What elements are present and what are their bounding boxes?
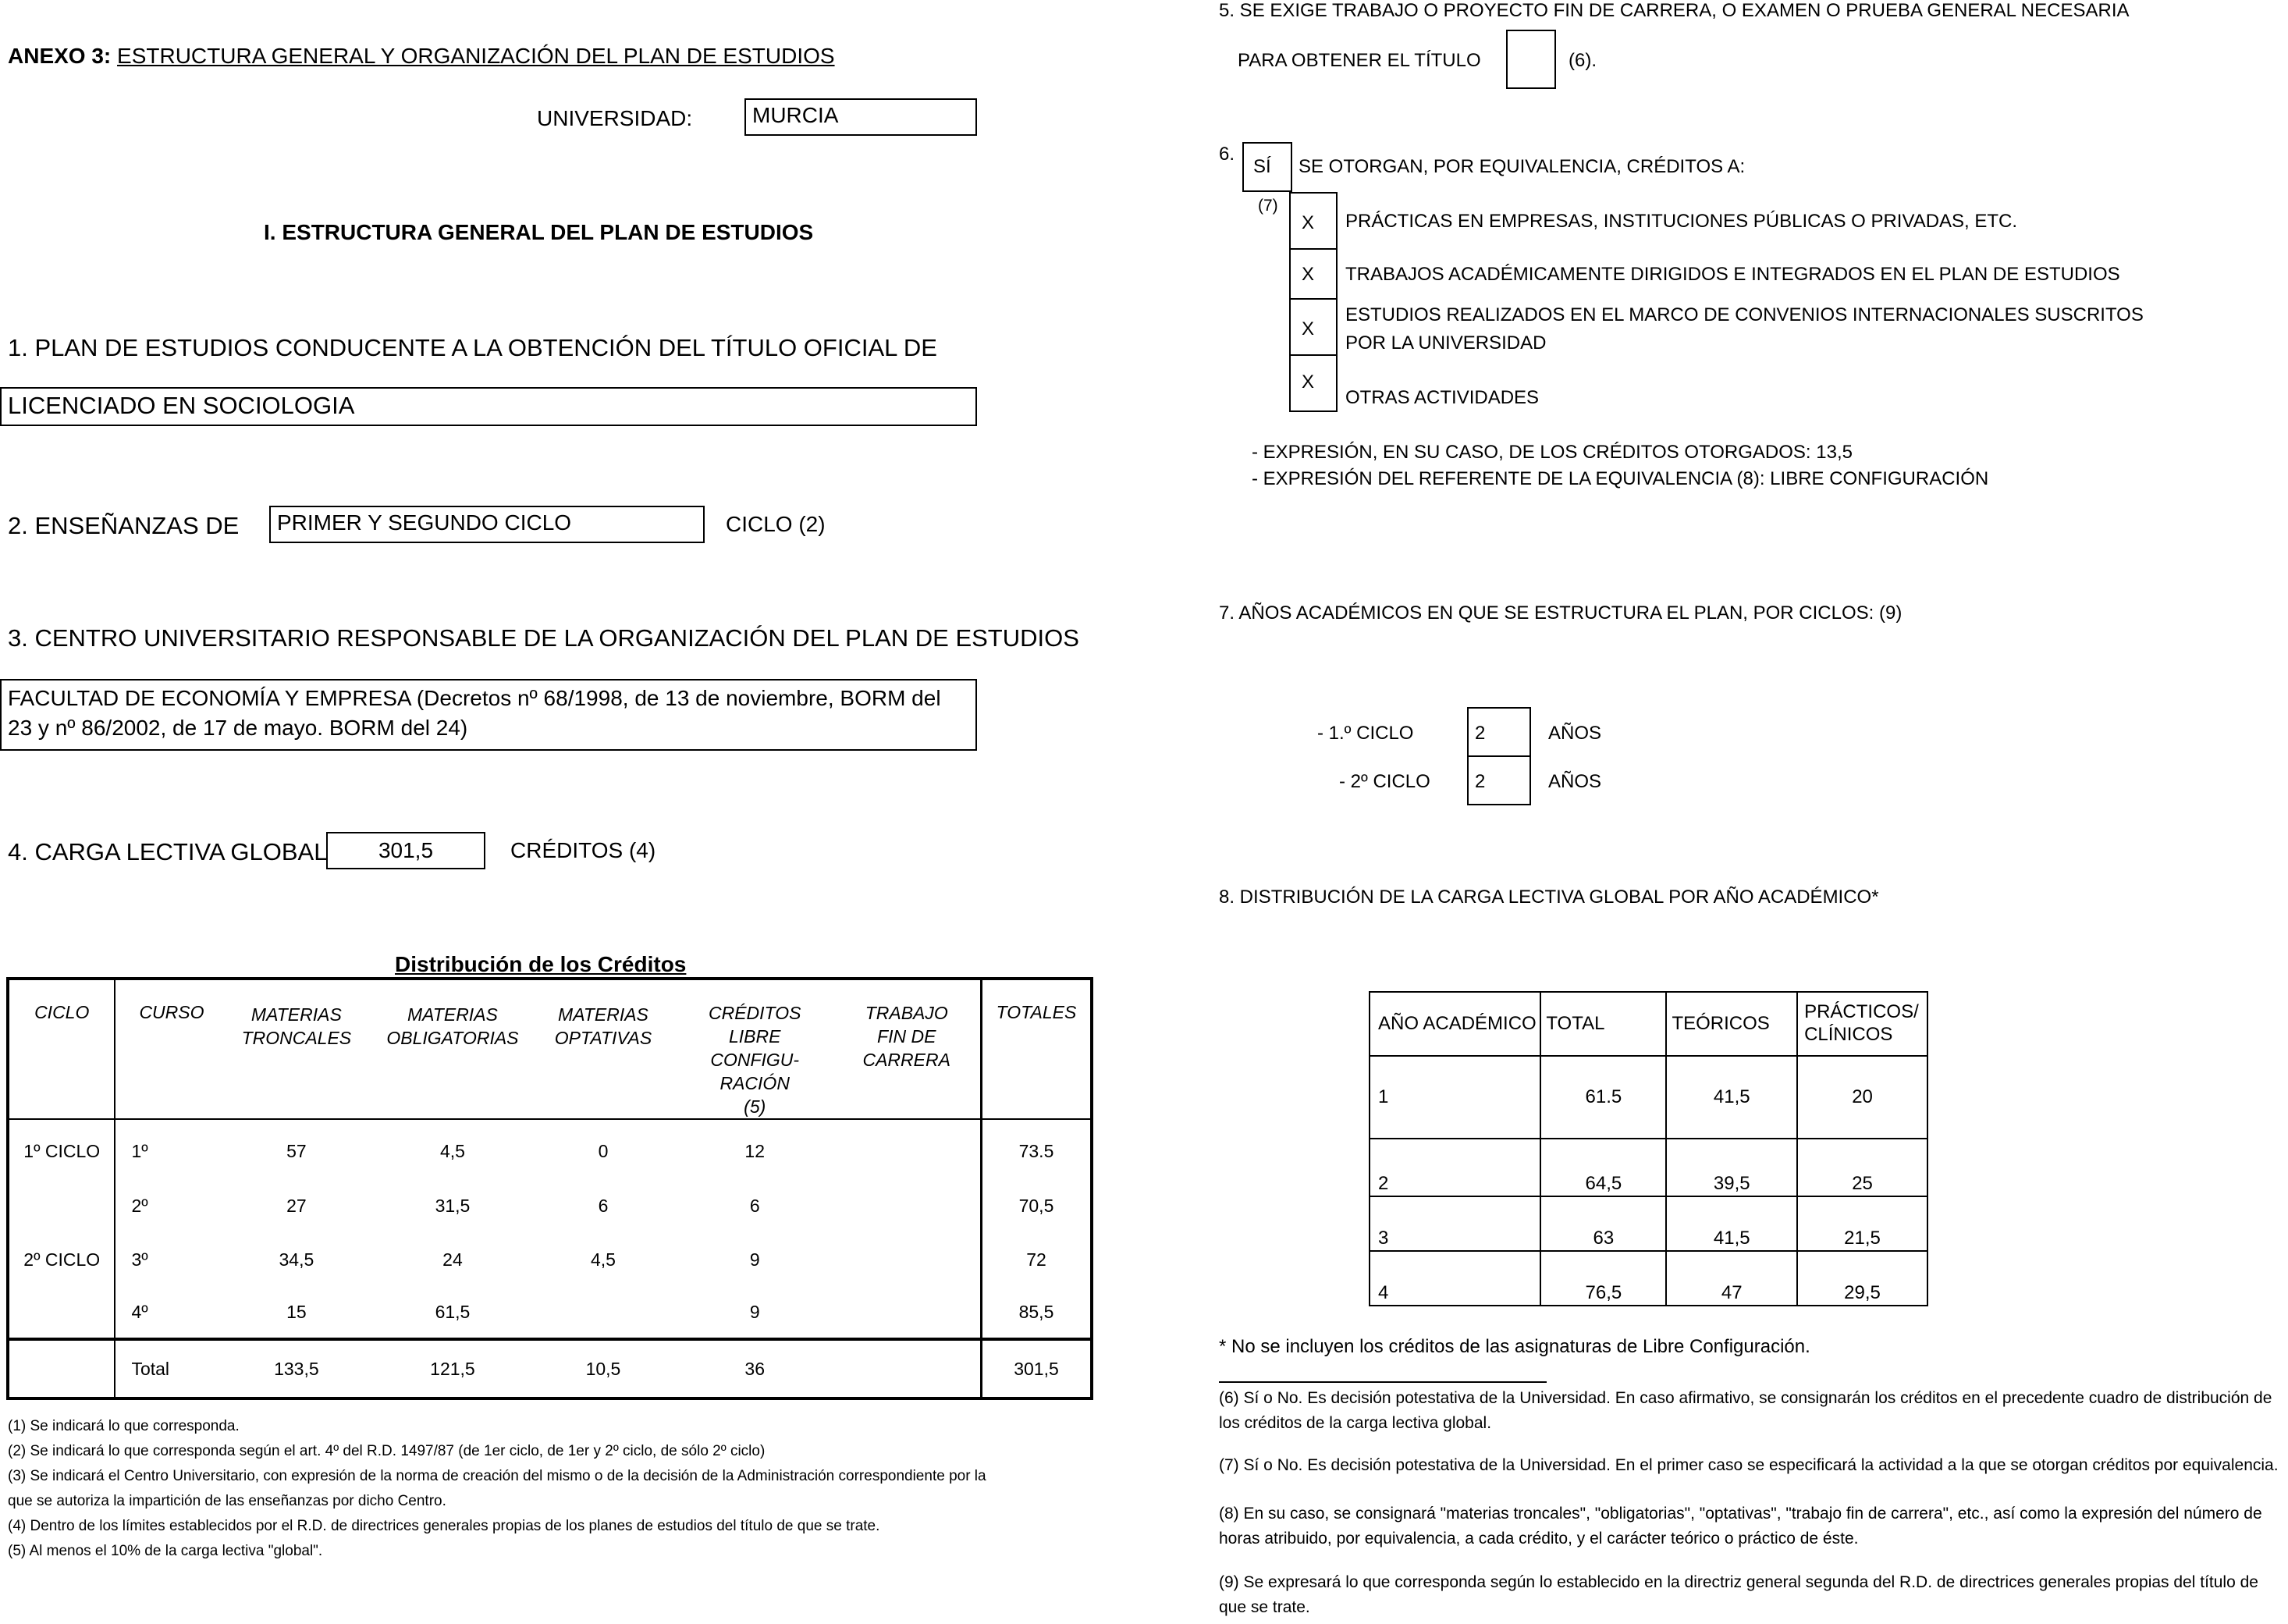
header-obligatorias: MATERIAS OBLIGATORIAS [386,1004,519,1048]
option-3-text-2: POR LA UNIVERSIDAD [1345,332,1547,354]
total-libre: 36 [744,1358,766,1379]
cell-total: 76,5 [1540,1251,1666,1306]
option-1-mark: X [1302,212,1315,233]
teaching-cycle-field [269,506,705,543]
equivalence-field [1242,142,1292,192]
credits-row [8,1233,1092,1286]
cycle-years-box [1467,707,1531,805]
footnote-5: (5) Al menos el 10% de la carga lectiva "global". [8,1543,323,1559]
annual-row [1370,1196,1927,1251]
item6-expr2: - EXPRESIÓN DEL REFERENTE DE LA EQUIVALENCIA (8): LIBRE CONFIGURACIÓN [1252,468,1989,489]
cell-optativas: 0 [598,1140,609,1161]
cell-total: 70,5 [981,1178,1092,1233]
footnote-6: (6) Sí o No. Es decisión potestativa de la Universidad. En caso afirmativo, se consignarán los créditos en el precedente cuadro de distribución de los créditos de la carga lectiva global. [1219,1389,2272,1432]
degree-title-value: LICENCIADO EN SOCIOLOGIA [8,392,355,419]
header-year: AÑO ACADÉMICO [1370,992,1540,1056]
total-optativas: 10,5 [585,1358,621,1379]
cell-trabajo [833,1233,981,1286]
cell-trabajo [833,1178,981,1233]
header-optativas: MATERIAS OPTATIVAS [554,1004,652,1048]
credits-row [8,1178,1092,1233]
item8-footnote: * No se incluyen los créditos de las asignaturas de Libre Configuración. [1219,1336,1810,1357]
cell-practicos: 29,5 [1797,1251,1927,1306]
cell-teoricos: 41,5 [1666,1196,1797,1251]
annex-title: ESTRUCTURA GENERAL Y ORGANIZACIÓN DEL PLAN DE ESTUDIOS [117,44,835,68]
item1-text: 1. PLAN DE ESTUDIOS CONDUCENTE A LA OBTENCIÓN DEL TÍTULO OFICIAL DE [8,334,937,361]
cell-ciclo [8,1178,115,1233]
item7-text: 7. AÑOS ACADÉMICOS EN QUE SE ESTRUCTURA EL PLAN, POR CICLOS: (9) [1219,602,1903,624]
cell-year: 2 [1370,1139,1540,1196]
header-trabajo: TRABAJO FIN DE CARRERA [862,1003,950,1070]
cell-optativas: 6 [598,1195,609,1216]
cell-curso: 2º [131,1195,148,1216]
item6-expr1: - EXPRESIÓN, EN SU CASO, DE LOS CRÉDITOS OTORGADOS: 13,5 [1252,442,1853,463]
cell-ciclo: 1º CICLO [8,1124,115,1178]
option-1-text: PRÁCTICAS EN EMPRESAS, INSTITUCIONES PÚBLICAS O PRIVADAS, ETC. [1345,211,2018,232]
header-troncales: MATERIAS TRONCALES [241,1004,352,1048]
cell-optativas: 4,5 [590,1249,616,1270]
header-libre: CRÉDITOS LIBRE CONFIGU- RACIÓN (5) [709,1003,801,1117]
cycle2-unit: AÑOS [1548,771,1602,792]
header-ciclo: CICLO [8,979,115,1119]
footnote-2: (2) Se indicará lo que corresponda según el art. 4º del R.D. 1497/87 (de 1er ciclo, de 1er y 2º ciclo, de sólo 2º ciclo) [8,1443,766,1459]
footnote-8: (8) En su caso, se consignará "materias troncales", "obligatorias", "optativas", "trabajo fin de carrera", etc., así como la expresión del número de horas atribuido, por equivalencia, a cada crédito, y el carácter teórico o práctico de éste. [1219,1505,2262,1548]
cell-trabajo [833,1124,981,1178]
item8-text: 8. DISTRIBUCIÓN DE LA CARGA LECTIVA GLOBAL POR AÑO ACADÉMICO* [1219,887,1879,908]
cell-ciclo: 2º CICLO [8,1233,115,1286]
option-4-mark: X [1302,371,1315,393]
final-project-field [1506,30,1556,89]
cell-total: 72 [981,1233,1092,1286]
total-trabajo [833,1339,981,1398]
footnote-3-cont: que se autoriza la impartición de las enseñanzas por dicho Centro. [8,1493,446,1509]
global-load-field [326,832,485,869]
option-4-text: OTRAS ACTIVIDADES [1345,387,1540,408]
cell-obligatorias: 61,5 [435,1301,471,1322]
item5-line2: PARA OBTENER EL TÍTULO [1238,50,1481,71]
item3-text: 3. CENTRO UNIVERSITARIO RESPONSABLE DE LA ORGANIZACIÓN DEL PLAN DE ESTUDIOS [8,624,1079,652]
cycle2-label: - 2º CICLO [1339,771,1430,792]
footnote-1: (1) Se indicará lo que corresponda. [8,1418,240,1434]
credits-table-title: Distribución de los Créditos [395,952,687,976]
item6-num: 6. [1219,144,1235,165]
cell-troncales: 34,5 [279,1249,314,1270]
annual-header-row [1370,992,1927,1056]
option-3-text: ESTUDIOS REALIZADOS EN EL MARCO DE CONVENIOS INTERNACIONALES SUSCRITOS [1345,304,2144,325]
cell-year: 4 [1370,1251,1540,1306]
item6-note: (7) [1258,197,1278,215]
item5-suffix: (6). [1569,50,1597,71]
option-2-text: TRABAJOS ACADÉMICAMENTE DIRIGIDOS E INTEGRADOS EN EL PLAN DE ESTUDIOS [1345,264,2120,285]
cell-curso: 3º [131,1249,148,1270]
cell-teoricos: 41,5 [1666,1056,1797,1139]
teaching-cycle-value: PRIMER Y SEGUNDO CICLO [277,510,572,535]
footnote-divider [1219,1381,1547,1383]
cycle1-unit: AÑOS [1548,723,1602,744]
cycle1-years: 2 [1475,723,1486,744]
item6-text: SE OTORGAN, POR EQUIVALENCIA, CRÉDITOS A: [1299,156,1746,177]
cell-year: 1 [1370,1056,1540,1139]
item4-suffix: CRÉDITOS (4) [510,838,656,862]
cell-practicos: 25 [1797,1139,1927,1196]
cell-troncales: 57 [286,1140,307,1161]
total-obligatorias: 121,5 [430,1358,475,1379]
header-curso: CURSO [139,1002,204,1022]
option-3-mark: X [1302,318,1315,339]
cell-optativas [530,1286,677,1339]
university-field [744,98,977,136]
cell-ciclo [8,1286,115,1339]
credits-row [8,1286,1092,1339]
header-teoricos: TEÓRICOS [1666,992,1797,1056]
center-line-1: FACULTAD DE ECONOMÍA Y EMPRESA (Decretos nº 68/1998, de 13 de noviembre, BORM del [8,686,941,710]
total-total: 301,5 [981,1339,1092,1398]
cell-obligatorias: 24 [442,1249,463,1270]
degree-title-field [0,387,977,426]
left-footnotes [8,1414,986,1564]
cell-total: 85,5 [981,1286,1092,1339]
cell-teoricos: 47 [1666,1251,1797,1306]
cell-libre: 6 [749,1195,760,1216]
item5-line1: 5. SE EXIGE TRABAJO O PROYECTO FIN DE CARRERA, O EXAMEN O PRUEBA GENERAL NECESARIA [1219,0,2130,21]
footnote-3: (3) Se indicará el Centro Universitario, con expresión de la norma de creación del mismo o de la decisión de la Administración correspondiente por la [8,1468,986,1484]
cell-trabajo [833,1286,981,1339]
cell-curso: 1º [131,1140,148,1161]
header-total: TOTAL [1540,992,1666,1056]
total-label: Total [131,1358,170,1379]
header-totales: TOTALES [981,979,1092,1119]
item2-suffix: CICLO (2) [726,512,826,536]
equivalence-value: SÍ [1253,156,1271,177]
cell-practicos: 20 [1797,1056,1927,1139]
header-practicos: PRÁCTICOS/ CLÍNICOS [1797,992,1927,1056]
footnote-4: (4) Dentro de los límites establecidos por el R.D. de directrices generales propias de los planes de estudios del título de que se trate. [8,1518,880,1534]
option-2-mark: X [1302,264,1315,285]
annual-load-table [1369,991,1928,1306]
footnote-9: (9) Se expresará lo que corresponda según lo establecido en la directriz general segunda del R.D. de directrices generales propias del título de que se trate. [1219,1573,2258,1616]
university-label: UNIVERSIDAD: [537,106,693,130]
cell-total: 63 [1540,1196,1666,1251]
credits-total-row [8,1339,1092,1398]
equivalence-checkboxes [1289,192,1338,412]
university-value: MURCIA [752,103,839,127]
cell-obligatorias: 31,5 [435,1195,471,1216]
credits-row [8,1124,1092,1178]
cell-year: 3 [1370,1196,1540,1251]
cell-total: 61.5 [1540,1056,1666,1139]
cell-libre: 9 [749,1249,760,1270]
item4-label: 4. CARGA LECTIVA GLOBAL [8,838,328,865]
cycle2-years: 2 [1475,771,1486,792]
cell-practicos: 21,5 [1797,1196,1927,1251]
annual-row [1370,1251,1927,1306]
cell-libre: 9 [749,1301,760,1322]
cell-troncales: 15 [286,1301,307,1322]
global-load-value: 301,5 [378,838,434,862]
section-title: I. ESTRUCTURA GENERAL DEL PLAN DE ESTUDIOS [264,220,814,244]
annual-row [1370,1139,1927,1196]
cell-troncales: 27 [286,1195,307,1216]
cell-obligatorias: 4,5 [439,1140,465,1161]
total-troncales: 133,5 [274,1358,319,1379]
item2-label: 2. ENSEÑANZAS DE [8,512,240,539]
annex-heading [8,44,835,69]
credits-table [6,977,1093,1400]
cell-total: 73.5 [981,1124,1092,1178]
footnote-7: (7) Sí o No. Es decisión potestativa de la Universidad. En el primer caso se especificará la actividad a la que se otorgan créditos por equivalencia. [1219,1456,2279,1474]
cell-curso: 4º [131,1301,148,1322]
annex-label: ANEXO 3: [8,44,112,68]
cell-libre: 12 [744,1140,766,1161]
annual-row [1370,1056,1927,1139]
cycle1-label: - 1.º CICLO [1317,723,1414,744]
center-line-2: 23 y nº 86/2002, de 17 de mayo. BORM del 24) [8,715,468,740]
credits-header-row [8,979,1092,1119]
cell-teoricos: 39,5 [1666,1139,1797,1196]
cell-total: 64,5 [1540,1139,1666,1196]
university-center-field [0,679,977,751]
